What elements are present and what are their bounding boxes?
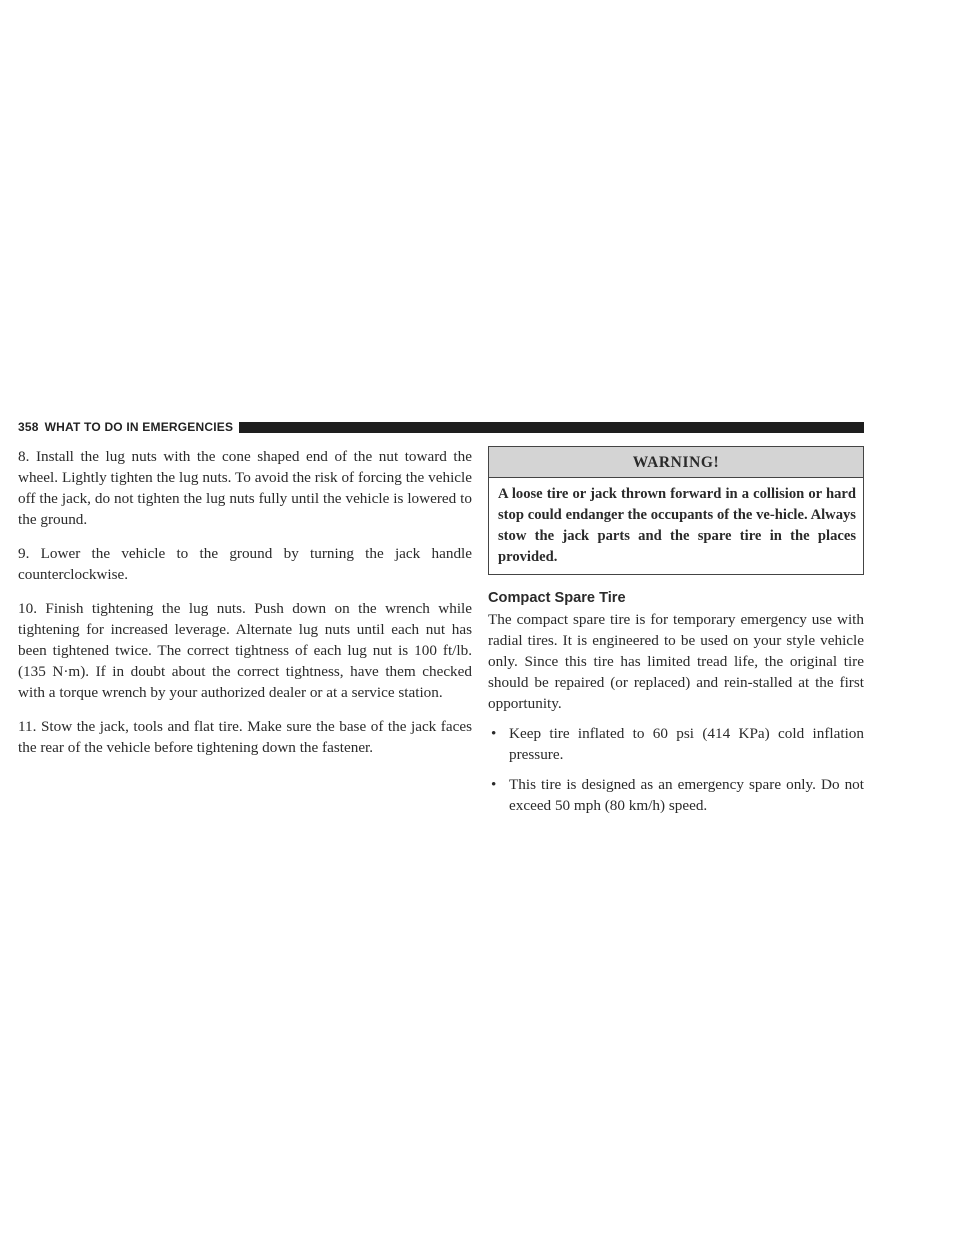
page-number: 358 [18, 420, 39, 434]
compact-spare-body: The compact spare tire is for temporary emergency use with radial tires. It is engineered to be used on your style vehicle only. Since this tire has limited tread life, the original tire should be repaired (or replaced) and rein-stalled at the first opportunity. [488, 611, 864, 712]
step-8-paragraph: 8. Install the lug nuts with the cone shaped end of the nut toward the wheel. Lightly tighten the lug nuts. To avoid the risk of forcing the vehicle off the jack, do not tighten the lug nuts fully until the vehicle is lowered to the ground. [18, 448, 472, 528]
section-title: WHAT TO DO IN EMERGENCIES [44, 420, 234, 434]
list-item [488, 774, 864, 816]
step-10-paragraph: 10. Finish tightening the lug nuts. Push down on the wrench while tightening for increased leverage. Alternate lug nuts until each nut has been tightened twice. The correct tightness of each lug nut is 100 ft/lb. (135 N·m). If in doubt about the correct tightness, have them checked with a torque wrench by your authorized dealer or at a service station. [18, 600, 472, 701]
compact-spare-bullet-list [488, 723, 864, 816]
warning-text: A loose tire or jack thrown forward in a collision or hard stop could endanger the occupants of the ve-hicle. Always stow the jack parts and the spare tire in the places provided. [498, 486, 856, 565]
header-rule [239, 422, 864, 433]
list-item [488, 723, 864, 765]
bullet-text: Keep tire inflated to 60 psi (414 KPa) cold inflation pressure. [509, 725, 864, 763]
right-column [488, 446, 864, 825]
warning-box [488, 446, 864, 575]
left-column [18, 446, 472, 771]
step-9-paragraph: 9. Lower the vehicle to the ground by turning the jack handle counterclockwise. [18, 545, 472, 583]
page-header [18, 418, 864, 436]
bullet-icon: • [491, 725, 497, 742]
bullet-text: This tire is designed as an emergency spare only. Do not exceed 50 mph (80 km/h) speed. [509, 776, 864, 814]
bullet-icon: • [491, 776, 497, 793]
step-11-paragraph: 11. Stow the jack, tools and flat tire. Make sure the base of the jack faces the rear of the vehicle before tightening down the fastener. [18, 718, 472, 756]
warning-title: WARNING! [489, 447, 863, 478]
compact-spare-heading: Compact Spare Tire [488, 590, 626, 606]
